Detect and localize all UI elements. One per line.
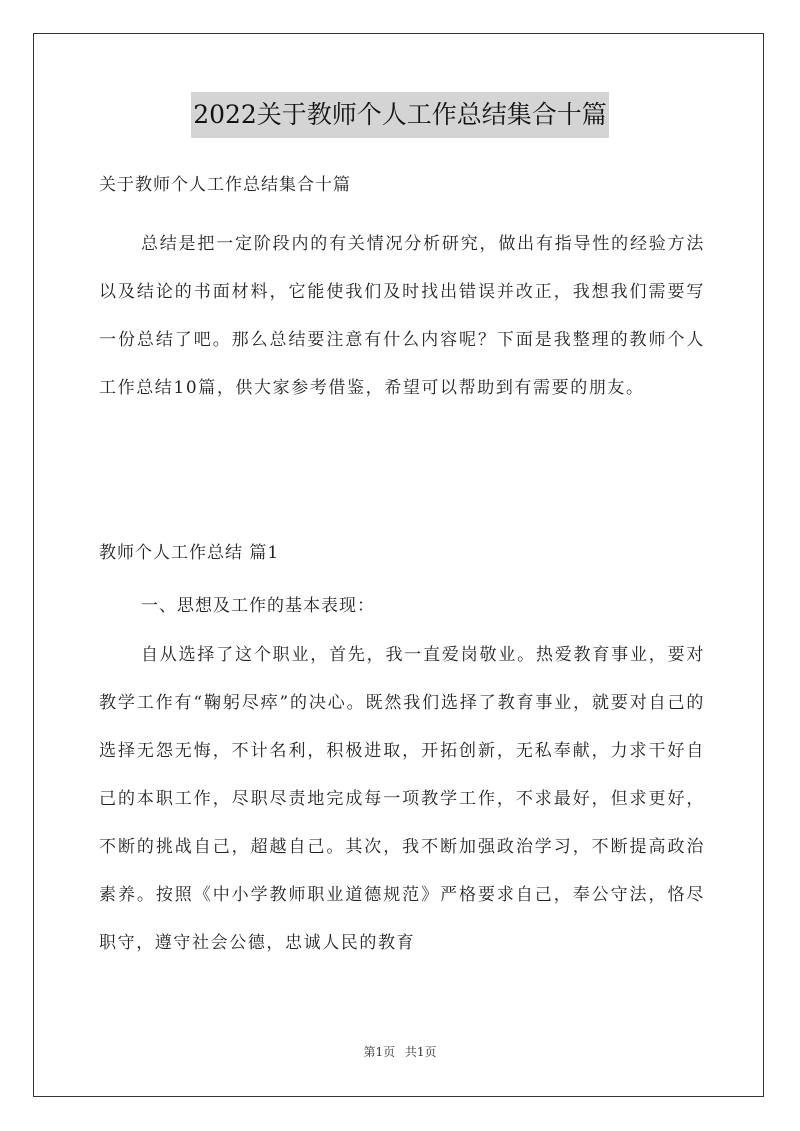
section-heading: 教师个人工作总结 篇1 xyxy=(99,543,280,563)
page-footer: 第1页 共1页 xyxy=(363,1045,437,1059)
subsection-heading: 一、思想及工作的基本表现： xyxy=(141,596,375,616)
intro-paragraph: 总结是把一定阶段内的有关情况分析研究，做出有指导性的经验方法以及结论的书面材料，它能使我们及时找出错误并改正，我想我们需要写一份总结了吧。那么总结要注意有什么内容呢？下面是我整理的教师个人工作总结10篇，供大家参考借鉴，希望可以帮助到有需要的朋友。 xyxy=(99,234,705,398)
body-paragraph: 自从选择了这个职业，首先，我一直爱岗敬业。热爱教育事业，要对教学工作有“鞠躬尽瘁”的决心。既然我们选择了教育事业，就要对自己的选择无怨无悔，不计名利，积极进取，开拓创新，无私奉献，力求干好自己的本职工作，尽职尽责地完成每一项教学工作，不求最好，但求更好，不断的挑战自己，超越自己。其次，我不断加强政治学习，不断提高政治素养。按照《中小学教师职业道德规范》严格要求自己，奉公守法，恪尽职守，遵守社会公德，忠诚人民的教育 xyxy=(99,645,705,953)
document-title: 2022关于教师个人工作总结集合十篇 xyxy=(191,92,609,138)
document-subtitle: 关于教师个人工作总结集合十篇 xyxy=(99,175,351,195)
title-container xyxy=(0,92,800,138)
